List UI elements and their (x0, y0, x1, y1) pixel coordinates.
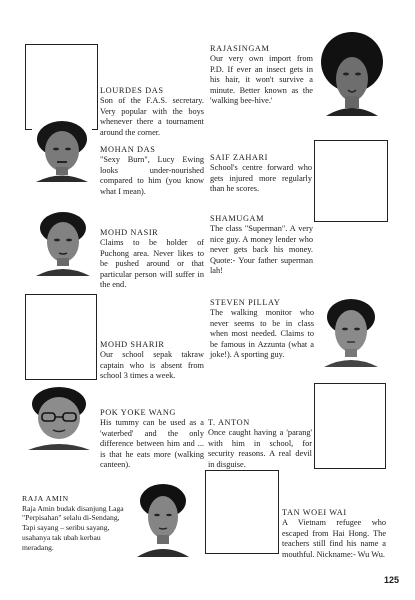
photo-pok-yoke-wang (26, 384, 92, 450)
entry-mohd-nasir (100, 228, 204, 290)
entry-t-anton (208, 418, 312, 470)
student-name: RAJASINGAM (210, 44, 270, 53)
photo-placeholder-saif-zahari (314, 140, 388, 222)
student-bio: Raja Amin budak disanjung Laga "Perpisahan" selalu di-Sendang, Tapi sayang – seribu sayang, usahanya tak ubah kerbau meradang. (22, 503, 124, 552)
photo-rajasingam (318, 24, 386, 116)
student-name: STEVEN PILLAY (210, 298, 281, 307)
photo-mohan-das (32, 117, 92, 182)
entry-rajasingam (210, 44, 313, 106)
entry-saif-zahari (210, 153, 312, 195)
page-number: 125 (383, 575, 399, 585)
student-bio: Our school sepak takraw captain who is absent from school 3 times a week. (100, 350, 204, 381)
student-bio: Our very own import from P.D. If ever an insect gets in his hair, it won't survive a minute. Better known as the 'walking bee-hive.' (210, 54, 313, 106)
student-bio: Claims to be holder of Puchong area. Never likes to be pushed around or that particular person will suffer in the end. (100, 238, 204, 290)
student-bio: Once caught having a 'parang' with him in school, for security reasons. A real devil in disguise. (208, 428, 312, 469)
student-name: MOHD NASIR (100, 228, 159, 237)
student-name: SAIF ZAHARI (210, 153, 268, 162)
student-bio: A Vietnam refugee who escaped from Hai Hong. The teachers still find his name a mouthful. Nickname:- Wu Wu. (282, 518, 386, 559)
student-bio: The class "Superman". A very nice guy. A money lender who never gets back his money. Quote:- Your father superman lah! (210, 224, 313, 276)
student-name: POK YOKE WANG (100, 408, 177, 417)
entry-mohd-sharir (100, 340, 204, 382)
photo-placeholder-tan-woei-wai (205, 470, 279, 554)
student-name: MOHD SHARIR (100, 340, 165, 349)
student-name: LOURDES DAS (100, 86, 164, 95)
entry-steven-pillay (210, 298, 314, 360)
photo-placeholder-mohd-sharir (25, 294, 97, 380)
photo-raja-amin (137, 481, 189, 557)
student-name: TAN WOEI WAI (282, 508, 347, 517)
photo-placeholder-t-anton (314, 383, 386, 469)
entry-raja-amin (22, 494, 132, 552)
student-bio: His tummy can be used as a 'waterbed' and the only difference between him and ... is that he eats more (walking canteen). (100, 418, 204, 470)
student-name: MOHAN DAS (100, 145, 156, 154)
student-bio: The walking monitor who never seems to be in class when most needed. Claims to be famous in Azzunta (what a joke!). A sporting guy. (210, 308, 314, 360)
photo-mohd-nasir (34, 208, 92, 276)
entry-shamugam (210, 214, 313, 276)
student-name: SHAMUGAM (210, 214, 265, 223)
student-name: T. ANTON (208, 418, 250, 427)
student-bio: "Sexy Burn", Lucy Ewing looks under-nourished compared to him (you know what I mean). (100, 155, 204, 196)
entry-tan-woei-wai (282, 508, 386, 560)
student-bio: Son of the F.A.S. secretary. Very popular with the boys whenever there a tournament around the corner. (100, 96, 204, 137)
photo-steven-pillay (322, 295, 380, 367)
student-name: RAJA AMIN (22, 494, 69, 503)
entry-mohan-das (100, 145, 204, 197)
entry-lourdes-das (100, 86, 204, 138)
student-bio: School's centre forward who gets injured more regularly than he scores. (210, 163, 312, 194)
entry-pok-yoke-wang (100, 408, 204, 470)
